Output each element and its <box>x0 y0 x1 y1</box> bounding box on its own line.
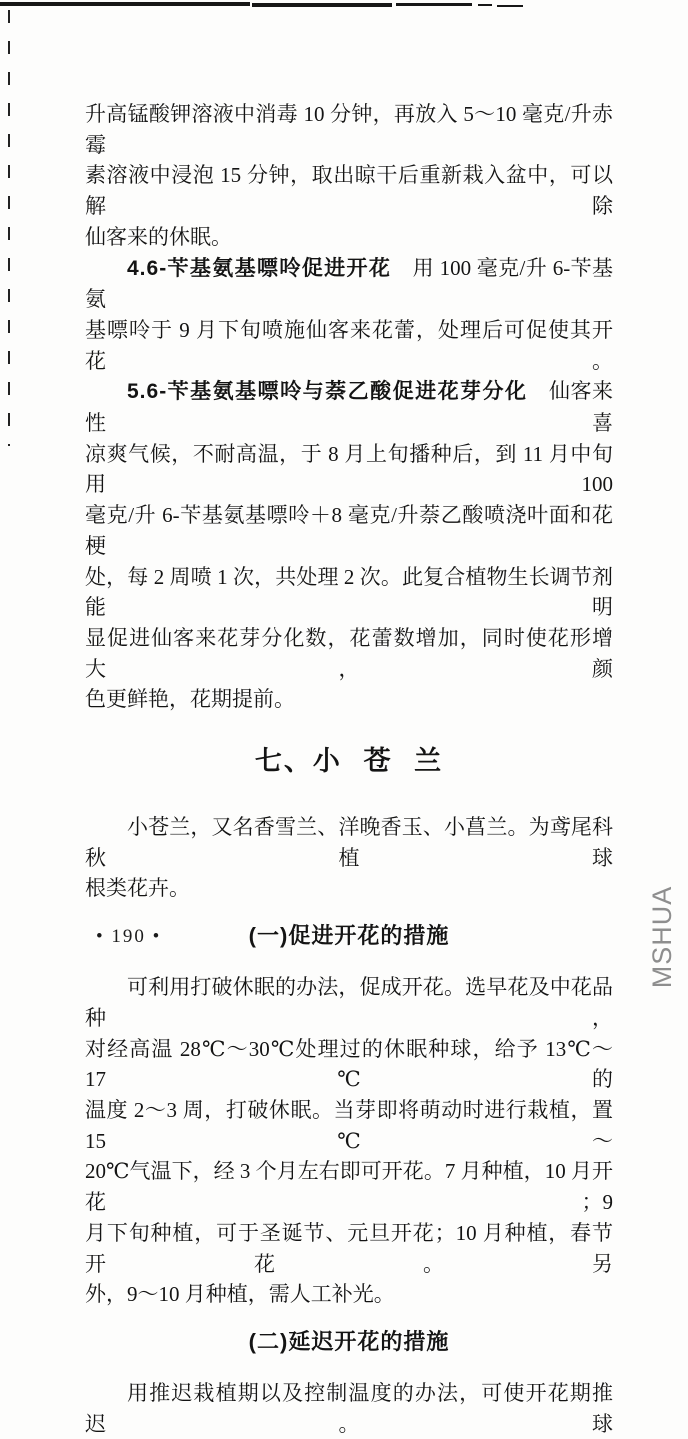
text-line: 4.6-苄基氨基嘌呤促进开花 用 100 毫克/升 6-苄基氨 <box>85 255 614 312</box>
text-line: 可利用打破休眠的办法，促成开花。选早花及中花品种， <box>85 975 613 1030</box>
page-number: • 190 • <box>96 926 162 947</box>
watermark: MSHUA <box>647 885 677 989</box>
text-line: 基嘌呤于 9 月下旬喷施仙客来花蕾，处理后可促使其开花。 <box>85 317 613 373</box>
bold-run: 4.6-苄基氨基嘌呤促进开花 <box>127 256 392 280</box>
text-line: 外，9～10 月种植，需人工补光。 <box>85 1282 395 1307</box>
text-line: 凉爽气候，不耐高温，于 8 月上旬播种后，到 11 月中旬用 100 <box>85 441 613 497</box>
text-line: 月下旬种植，可于圣诞节、元旦开花；10 月种植，春节开花。另 <box>85 1220 613 1276</box>
text-line: 素溶液中浸泡 15 分钟，取出晾干后重新栽入盆中，可以解除 <box>85 163 613 219</box>
page-content <box>85 99 613 1439</box>
bold-run: 5.6-苄基氨基嘌呤与萘乙酸促进花芽分化 <box>127 380 528 404</box>
text-line: 小苍兰，又名香雪兰、洋晚香玉、小菖兰。为鸢尾科秋植球 <box>85 815 613 870</box>
text-line: 用推迟栽植期以及控制温度的办法，可使开花期推迟。球 <box>85 1380 613 1436</box>
section-heading: (二)延迟开花的措施 <box>248 1328 450 1354</box>
section-heading: (一)促进开花的措施 <box>248 923 450 949</box>
chapter-heading: 七、小 苍 兰 <box>254 746 444 777</box>
text-line: 温度 2～3 周，打破休眠。当芽即将萌动时进行栽植，置15℃～ <box>85 1097 613 1153</box>
text-line: 色更鲜艳，花期提前。 <box>85 687 295 712</box>
text-line: 仙客来的休眠。 <box>85 224 232 249</box>
text-line: 对经高温 28℃～30℃处理过的休眠种球，给予 13℃～17℃的 <box>85 1036 613 1092</box>
binding-edge-marks <box>8 10 10 446</box>
scan-top-edge-line <box>497 5 523 7</box>
text-line: 根类花卉。 <box>85 876 190 901</box>
text-line: 20℃气温下，经 3 个月左右即可开花。7 月种植，10 月开花；9 <box>85 1159 613 1215</box>
scan-top-edge-line <box>478 4 492 6</box>
text-line: 显促进仙客来花芽分化数，花蕾数增加，同时使花形增大，颜 <box>85 625 613 681</box>
text-line: 5.6-苄基氨基嘌呤与萘乙酸促进花芽分化 仙客来性喜 <box>85 379 614 436</box>
text-line: 升高锰酸钾溶液中消毒 10 分钟，再放入 5～10 毫克/升赤霉 <box>85 102 613 157</box>
text-line: 处，每 2 周喷 1 次，共处理 2 次。此复合植物生长调节剂能明 <box>85 564 613 620</box>
scan-top-edge-line <box>396 3 472 6</box>
text-line: 毫克/升 6-苄基氨基嘌呤＋8 毫克/升萘乙酸喷浇叶面和花梗 <box>85 503 613 558</box>
scan-top-edge-line <box>252 3 392 7</box>
scan-top-edge-line <box>0 2 250 6</box>
